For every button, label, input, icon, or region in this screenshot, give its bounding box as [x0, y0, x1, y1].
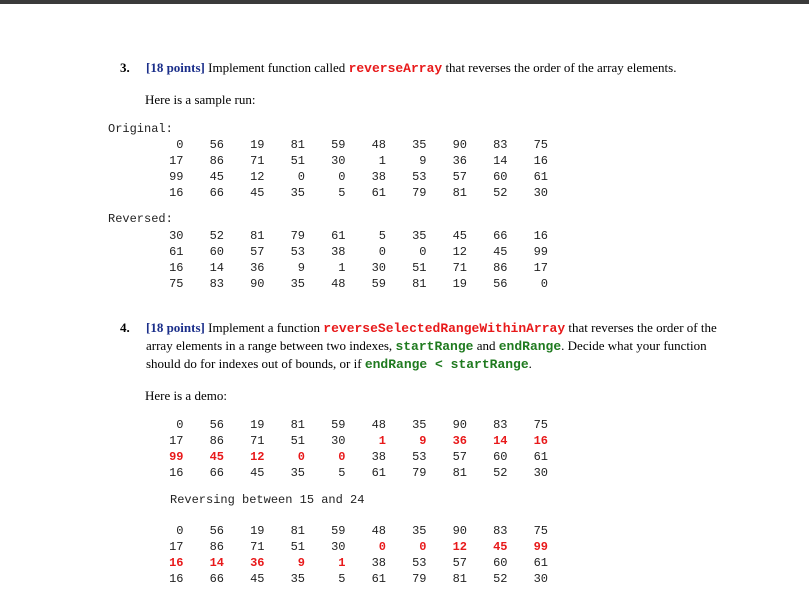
- table-row: [143, 228, 548, 244]
- table-row: [143, 260, 548, 276]
- array-cell: 35: [412, 418, 427, 432]
- original-array-table: [143, 137, 548, 201]
- array-cell: 60: [493, 450, 508, 464]
- array-cell: 81: [290, 418, 305, 432]
- array-cell: 1: [338, 556, 346, 570]
- array-cell: 45: [493, 245, 508, 259]
- array-cell: 56: [209, 138, 224, 152]
- question-text: Implement function called: [204, 60, 349, 75]
- question-text: that reverses the order of the array elements.: [442, 60, 677, 75]
- array-cell: 19: [250, 138, 265, 152]
- top-border: [0, 0, 809, 4]
- array-cell: 83: [209, 277, 224, 291]
- array-cell: 57: [452, 450, 467, 464]
- array-cell: 61: [533, 450, 548, 464]
- array-cell: 66: [209, 466, 224, 480]
- array-cell: 83: [493, 418, 508, 432]
- demo-before-table: [143, 417, 548, 481]
- array-cell: 59: [331, 138, 346, 152]
- array-cell: 35: [290, 572, 305, 586]
- array-cell: 30: [331, 540, 346, 554]
- array-cell: 52: [209, 229, 224, 243]
- array-cell: 45: [493, 540, 508, 554]
- array-cell: 99: [169, 450, 184, 464]
- array-cell: 81: [290, 524, 305, 538]
- array-cell: 30: [331, 434, 346, 448]
- array-cell: 90: [452, 418, 467, 432]
- array-cell: 61: [533, 556, 548, 570]
- array-cell: 45: [250, 466, 265, 480]
- question-text: array elements in a range between two indexes,: [146, 338, 396, 353]
- condition-start-range: startRange: [450, 357, 529, 372]
- demo-after-table: [143, 523, 548, 587]
- array-cell: 71: [250, 434, 265, 448]
- array-cell: 75: [533, 138, 548, 152]
- table-row: [143, 185, 548, 201]
- array-cell: 16: [533, 434, 548, 448]
- array-cell: 35: [412, 524, 427, 538]
- array-cell: 5: [338, 572, 346, 586]
- table-row: [143, 169, 548, 185]
- array-cell: 45: [209, 450, 224, 464]
- question-4: [120, 319, 760, 373]
- array-cell: 83: [493, 524, 508, 538]
- array-cell: 86: [209, 540, 224, 554]
- array-cell: 30: [533, 572, 548, 586]
- function-name: reverseArray: [348, 61, 443, 76]
- array-cell: 16: [169, 261, 184, 275]
- array-cell: 16: [169, 186, 184, 200]
- array-cell: 14: [493, 434, 508, 448]
- array-cell: 71: [250, 154, 265, 168]
- array-cell: 60: [493, 170, 508, 184]
- array-cell: 36: [250, 556, 265, 570]
- table-row: [143, 244, 548, 260]
- array-cell: 0: [297, 170, 305, 184]
- array-cell: 9: [297, 261, 305, 275]
- array-cell: 86: [209, 434, 224, 448]
- array-cell: 45: [452, 229, 467, 243]
- array-cell: 81: [250, 229, 265, 243]
- array-cell: 12: [250, 170, 265, 184]
- array-cell: 60: [493, 556, 508, 570]
- array-cell: 5: [338, 186, 346, 200]
- reversed-array-table: [143, 228, 548, 292]
- array-cell: 45: [250, 186, 265, 200]
- array-cell: 51: [290, 434, 305, 448]
- question-number: 4.: [120, 320, 130, 335]
- array-cell: 9: [419, 154, 427, 168]
- array-cell: 66: [209, 186, 224, 200]
- array-cell: 81: [452, 466, 467, 480]
- table-row: [143, 571, 548, 587]
- array-cell: 75: [533, 524, 548, 538]
- array-cell: 90: [452, 524, 467, 538]
- question-points: [18 points]: [146, 320, 205, 335]
- array-cell: 1: [338, 261, 346, 275]
- question-points: [18 points]: [146, 60, 205, 75]
- array-cell: 79: [412, 186, 427, 200]
- array-cell: 30: [533, 186, 548, 200]
- demo-label: Here is a demo:: [145, 388, 227, 403]
- array-cell: 61: [169, 245, 184, 259]
- reversed-label: Reversed:: [108, 212, 173, 226]
- array-cell: 81: [412, 277, 427, 291]
- array-cell: 35: [412, 229, 427, 243]
- array-cell: 1: [378, 434, 386, 448]
- table-row: [143, 276, 548, 292]
- function-name: reverseSelectedRangeWithinArray: [323, 321, 566, 336]
- array-cell: 14: [493, 154, 508, 168]
- question-text: that reverses the order of the: [565, 320, 717, 335]
- array-cell: 61: [533, 170, 548, 184]
- table-row: [143, 555, 548, 571]
- array-cell: 57: [452, 556, 467, 570]
- array-cell: 52: [493, 186, 508, 200]
- table-row: [143, 523, 548, 539]
- array-cell: 61: [371, 466, 386, 480]
- array-cell: 83: [493, 138, 508, 152]
- array-cell: 59: [371, 277, 386, 291]
- array-cell: 36: [250, 261, 265, 275]
- array-cell: 19: [250, 524, 265, 538]
- array-cell: 35: [412, 138, 427, 152]
- array-cell: 53: [412, 450, 427, 464]
- array-cell: 35: [290, 277, 305, 291]
- condition-end-range: endRange: [364, 357, 428, 372]
- array-cell: 30: [533, 466, 548, 480]
- array-cell: 60: [209, 245, 224, 259]
- array-cell: 36: [452, 154, 467, 168]
- table-row: [143, 153, 548, 169]
- array-cell: 66: [493, 229, 508, 243]
- array-cell: 75: [169, 277, 184, 291]
- array-cell: 30: [169, 229, 184, 243]
- array-cell: 38: [371, 556, 386, 570]
- start-range-param: startRange: [395, 339, 474, 354]
- condition-operator: <: [427, 357, 451, 372]
- array-cell: 52: [493, 466, 508, 480]
- array-cell: 48: [371, 418, 386, 432]
- array-cell: 0: [419, 540, 427, 554]
- table-row: [143, 539, 548, 555]
- array-cell: 14: [209, 261, 224, 275]
- array-cell: 48: [371, 138, 386, 152]
- array-cell: 0: [378, 540, 386, 554]
- array-cell: 53: [412, 170, 427, 184]
- array-cell: 9: [297, 556, 305, 570]
- array-cell: 51: [290, 154, 305, 168]
- sample-run-label: Here is a sample run:: [145, 92, 256, 107]
- array-cell: 17: [169, 434, 184, 448]
- array-cell: 48: [371, 524, 386, 538]
- array-cell: 81: [452, 186, 467, 200]
- array-cell: 16: [169, 466, 184, 480]
- array-cell: 51: [412, 261, 427, 275]
- array-cell: 0: [338, 170, 346, 184]
- array-cell: 16: [533, 154, 548, 168]
- original-label: Original:: [108, 122, 173, 136]
- array-cell: 38: [371, 450, 386, 464]
- array-cell: 16: [533, 229, 548, 243]
- question-text: and: [473, 338, 499, 353]
- array-cell: 19: [250, 418, 265, 432]
- array-cell: 5: [338, 466, 346, 480]
- array-cell: 1: [378, 154, 386, 168]
- array-cell: 56: [209, 524, 224, 538]
- array-cell: 5: [378, 229, 386, 243]
- array-cell: 0: [297, 450, 305, 464]
- array-cell: 56: [493, 277, 508, 291]
- array-cell: 79: [290, 229, 305, 243]
- array-cell: 16: [169, 572, 184, 586]
- question-number: 3.: [120, 60, 130, 75]
- array-cell: 12: [452, 245, 467, 259]
- array-cell: 12: [452, 540, 467, 554]
- array-cell: 9: [419, 434, 427, 448]
- array-cell: 0: [419, 245, 427, 259]
- table-row: [143, 417, 548, 433]
- array-cell: 86: [493, 261, 508, 275]
- array-cell: 57: [250, 245, 265, 259]
- table-row: [143, 433, 548, 449]
- table-row: [143, 449, 548, 465]
- array-cell: 59: [331, 418, 346, 432]
- array-cell: 81: [290, 138, 305, 152]
- array-cell: 79: [412, 466, 427, 480]
- end-range-param: endRange: [498, 339, 562, 354]
- array-cell: 16: [169, 556, 184, 570]
- table-row: [143, 137, 548, 153]
- array-cell: 38: [371, 170, 386, 184]
- question-3: [120, 59, 780, 77]
- question-text: . Decide what your function: [561, 338, 707, 353]
- array-cell: 57: [452, 170, 467, 184]
- array-cell: 35: [290, 466, 305, 480]
- array-cell: 38: [331, 245, 346, 259]
- array-cell: 66: [209, 572, 224, 586]
- array-cell: 30: [331, 154, 346, 168]
- array-cell: 51: [290, 540, 305, 554]
- array-cell: 79: [412, 572, 427, 586]
- array-cell: 0: [378, 245, 386, 259]
- array-cell: 99: [533, 540, 548, 554]
- array-cell: 75: [533, 418, 548, 432]
- array-cell: 45: [209, 170, 224, 184]
- array-cell: 53: [290, 245, 305, 259]
- array-cell: 99: [533, 245, 548, 259]
- array-cell: 12: [250, 450, 265, 464]
- array-cell: 59: [331, 524, 346, 538]
- array-cell: 71: [452, 261, 467, 275]
- array-cell: 71: [250, 540, 265, 554]
- array-cell: 53: [412, 556, 427, 570]
- question-text: Implement a function: [204, 320, 324, 335]
- array-cell: 14: [209, 556, 224, 570]
- array-cell: 30: [371, 261, 386, 275]
- table-row: [143, 465, 548, 481]
- array-cell: 99: [169, 170, 184, 184]
- array-cell: 0: [540, 277, 548, 291]
- question-text: .: [528, 356, 532, 371]
- array-cell: 36: [452, 434, 467, 448]
- array-cell: 90: [452, 138, 467, 152]
- array-cell: 61: [371, 572, 386, 586]
- array-cell: 45: [250, 572, 265, 586]
- array-cell: 0: [176, 418, 184, 432]
- array-cell: 17: [169, 154, 184, 168]
- array-cell: 17: [533, 261, 548, 275]
- array-cell: 81: [452, 572, 467, 586]
- array-cell: 61: [331, 229, 346, 243]
- array-cell: 86: [209, 154, 224, 168]
- array-cell: 0: [338, 450, 346, 464]
- array-cell: 56: [209, 418, 224, 432]
- array-cell: 90: [250, 277, 265, 291]
- array-cell: 0: [176, 524, 184, 538]
- array-cell: 17: [169, 540, 184, 554]
- question-text: should do for indexes out of bounds, or if: [146, 356, 365, 371]
- array-cell: 48: [331, 277, 346, 291]
- array-cell: 52: [493, 572, 508, 586]
- array-cell: 35: [290, 186, 305, 200]
- array-cell: 19: [452, 277, 467, 291]
- reversing-text: Reversing between 15 and 24: [170, 493, 365, 507]
- array-cell: 0: [176, 138, 184, 152]
- array-cell: 61: [371, 186, 386, 200]
